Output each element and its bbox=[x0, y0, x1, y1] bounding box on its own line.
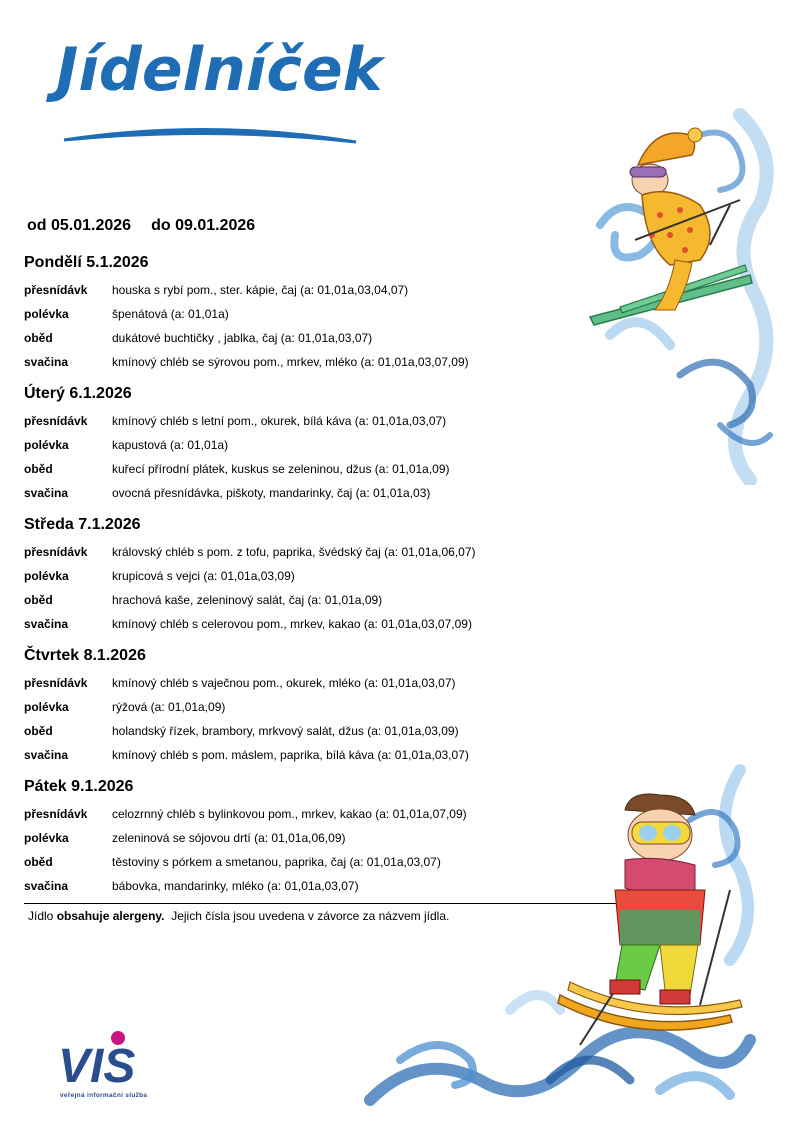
meal-label: svačina bbox=[24, 748, 69, 762]
day-title: Pátek 9.1.2026 bbox=[24, 778, 134, 795]
skier-illustration-bottom bbox=[360, 760, 760, 1120]
meal-label: přesnídávk bbox=[24, 676, 88, 690]
meal-label: polévka bbox=[24, 307, 69, 321]
meal-label: polévka bbox=[24, 700, 69, 714]
logo-subtitle: veřejná informační služba bbox=[60, 1092, 148, 1099]
meal-row-snack-afternoon bbox=[24, 481, 584, 505]
meal-label: oběd bbox=[24, 331, 53, 345]
meal-label: svačina bbox=[24, 486, 69, 500]
meal-text: celozrnný chléb s bylinkovou pom., mrkev, kakao (a: 01,01a,07,09) bbox=[112, 807, 467, 821]
page-title: Jídelníček bbox=[56, 35, 383, 105]
meal-label: oběd bbox=[24, 724, 53, 738]
menu-period bbox=[27, 217, 255, 235]
meal-text: špenátová (a: 01,01a) bbox=[112, 307, 229, 321]
meal-text: kmínový chléb s letní pom., okurek, bílá káva (a: 01,01a,03,07) bbox=[112, 414, 447, 428]
note-lead: Jídlo bbox=[28, 909, 54, 923]
meal-label: oběd bbox=[24, 593, 53, 607]
period-from: od 05.01.2026 bbox=[27, 217, 132, 234]
meal-text: rýžová (a: 01,01a,09) bbox=[112, 700, 226, 714]
meal-label: polévka bbox=[24, 438, 69, 452]
meal-text: krupicová s vejci (a: 01,01a,03,09) bbox=[112, 569, 295, 583]
meal-text: kmínový chléb se sýrovou pom., mrkev, mléko (a: 01,01a,03,07,09) bbox=[112, 355, 469, 369]
meal-label: svačina bbox=[24, 879, 69, 893]
meal-row-snack-morning bbox=[24, 671, 584, 695]
title-swoosh bbox=[60, 118, 360, 148]
meal-row-soup bbox=[24, 695, 584, 719]
meal-text: těstoviny s pórkem a smetanou, paprika, čaj (a: 01,01a,03,07) bbox=[112, 855, 441, 869]
day-title: Úterý 6.1.2026 bbox=[24, 385, 132, 402]
meal-label: polévka bbox=[24, 831, 69, 845]
meal-text: zeleninová se sójovou drtí (a: 01,01a,06,09) bbox=[112, 831, 346, 845]
meal-text: kuřecí přírodní plátek, kuskus se zeleninou, džus (a: 01,01a,09) bbox=[112, 462, 450, 476]
day-block-tuesday bbox=[24, 383, 584, 505]
note-rest: Jejich čísla jsou uvedena v závorce za názvem jídla. bbox=[171, 909, 450, 923]
day-block-monday bbox=[24, 252, 584, 374]
meal-label: polévka bbox=[24, 569, 69, 583]
meal-row-snack-afternoon bbox=[24, 350, 584, 374]
meal-text: holandský řízek, brambory, mrkvový salát, džus (a: 01,01a,03,09) bbox=[112, 724, 459, 738]
meal-row-lunch bbox=[24, 588, 584, 612]
note-bold: obsahuje alergeny. bbox=[56, 909, 165, 923]
day-block-wednesday bbox=[24, 514, 584, 636]
meal-row-soup bbox=[24, 564, 584, 588]
vis-logo bbox=[56, 1030, 166, 1090]
meal-label: přesnídávk bbox=[24, 545, 88, 559]
skier-figure-bottom bbox=[610, 794, 705, 1004]
meal-text: dukátové buchtičky , jablka, čaj (a: 01,01a,03,07) bbox=[112, 331, 373, 345]
day-block-thursday bbox=[24, 645, 584, 767]
day-title: Středa 7.1.2026 bbox=[24, 516, 141, 533]
day-title: Pondělí 5.1.2026 bbox=[24, 254, 149, 271]
skier-illustration-top bbox=[580, 95, 780, 485]
day-title: Čtvrtek 8.1.2026 bbox=[24, 647, 146, 664]
meal-row-lunch bbox=[24, 326, 584, 350]
meal-label: svačina bbox=[24, 355, 69, 369]
meal-row-soup bbox=[24, 302, 584, 326]
meal-label: přesnídávk bbox=[24, 283, 88, 297]
meal-text: bábovka, mandarinky, mléko (a: 01,01a,03,07) bbox=[112, 879, 359, 893]
period-to: do 09.01.2026 bbox=[151, 217, 256, 234]
meal-text: královský chléb s pom. z tofu, paprika, švédský čaj (a: 01,01a,06,07) bbox=[112, 545, 476, 559]
meal-row-lunch bbox=[24, 719, 584, 743]
meal-row-snack-morning bbox=[24, 409, 584, 433]
meal-label: oběd bbox=[24, 855, 53, 869]
meal-label: přesnídávk bbox=[24, 414, 88, 428]
meal-text: kmínový chléb s celerovou pom., mrkev, kakao (a: 01,01a,03,07,09) bbox=[112, 617, 472, 631]
meal-label: oběd bbox=[24, 462, 53, 476]
meal-text: houska s rybí pom., ster. kápie, čaj (a: 01,01a,03,04,07) bbox=[112, 283, 409, 297]
meal-row-lunch bbox=[24, 457, 584, 481]
meal-text: kapustová (a: 01,01a) bbox=[112, 438, 229, 452]
meal-row-snack-morning bbox=[24, 278, 584, 302]
meal-row-soup bbox=[24, 433, 584, 457]
meal-row-snack-morning bbox=[24, 540, 584, 564]
meal-row-snack-afternoon bbox=[24, 612, 584, 636]
meal-text: hrachová kaše, zeleninový salát, čaj (a: 01,01a,09) bbox=[112, 593, 383, 607]
logo-text: VIS bbox=[58, 1040, 136, 1090]
meal-label: přesnídávk bbox=[24, 807, 88, 821]
meal-text: kmínový chléb s pom. máslem, paprika, bílá káva (a: 01,01a,03,07) bbox=[112, 748, 469, 762]
meal-label: svačina bbox=[24, 617, 69, 631]
meal-text: ovocná přesnídávka, piškoty, mandarinky, čaj (a: 01,01a,03) bbox=[112, 486, 431, 500]
meal-text: kmínový chléb s vaječnou pom., okurek, mléko (a: 01,01a,03,07) bbox=[112, 676, 456, 690]
